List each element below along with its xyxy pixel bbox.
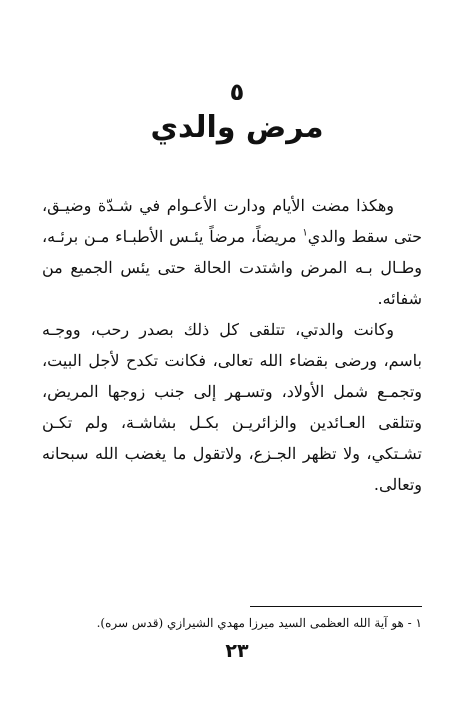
paragraph-1: [42, 190, 422, 314]
chapter-title: مرض والدي: [150, 110, 324, 145]
chapter-number: ٥: [229, 78, 245, 106]
body-text: [42, 190, 422, 500]
paragraph-1-text-start: وهكذا مضت الأيام ودارت الأعـوام في شـدّة وضيـق، حتى سقط والدي: [42, 196, 422, 246]
footnote: ١ - هو آية الله العظمى السيد ميرزا مهدي الشيرازي (قدس سره).: [96, 616, 422, 630]
footnote-reference: ١: [302, 227, 308, 239]
paragraph-1-text-end: مريضاً، مرضاً يئـس الأطبـاء مـن برئـه، وطـال بـه المرض واشتدت الحالة حتى يئس الجميع من شفائه.: [42, 227, 422, 308]
page-number: ٢٣: [225, 640, 249, 662]
footnote-divider: [250, 606, 422, 607]
paragraph-2: وكانت والدتي، تتلقى كل ذلك بصدر رحب، ووجـه باسم، ورضى بقضاء الله تعالى، فكانت تكدح لأجل البيت، وتجمـع شمل الأولاد، وتسـهر إلى جنب زوجها المريض، وتتلقى العـائدين والزائريـن بكـل بشاشـة، ولم تكـن تشـتكي، ولا تظهر الجـزع، ولاتقول ما يغضب الله سبحانه وتعالى.: [42, 320, 423, 494]
